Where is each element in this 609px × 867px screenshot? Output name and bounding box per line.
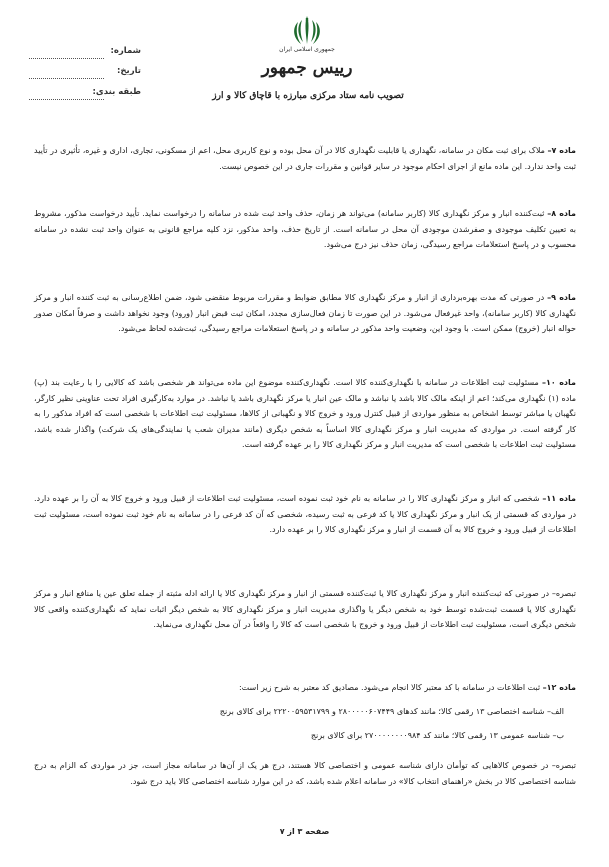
article-number: ماده ۱۱– [542, 494, 576, 503]
article-number: ماده ۱۲– [542, 683, 576, 692]
article-number: ماده ۸– [547, 209, 576, 218]
article-8 [34, 206, 576, 253]
article-12 [34, 680, 576, 696]
emblem-caption: جمهوری اسلامی ایران [279, 46, 335, 53]
note-text: تبصره– در صورتی که ثبت‌کننده انبار و مرکز نگهداری کالا یا ثبت‌کننده قسمتی از انبار و مرکز نگهداری کالا یا ارائه ادله مثبته از جمله تعلق عین یا منافع انبار و مرکز نگهداری کالا یا قسمت ثبت‌شده توسط خود به شخص دیگر یا واگذاری مدیریت انبار و مرکز نگهداری کالا به شخص دیگر اثبات نماید که نگهداری‌کننده واقعی کالا شخص دیگری است، مسئولیت ثبت اطلاعات از قبیل ورود و خروج با شخصی است که کالا را واقعاً در آن محل نگهداری می‌نماید. [34, 589, 576, 630]
field-date-line [29, 78, 104, 79]
article-text: ثبت اطلاعات در سامانه با کد معتبر کالا انجام می‌شود. مصادیق کد معتبر به شرح زیر است: [238, 683, 541, 692]
office-title: رییس جمهور [261, 58, 353, 78]
document-subtitle: تصویب نامه ستاد مرکزی مبارزه با قاچاق کالا و ارز [212, 91, 404, 101]
article-text: ثبت‌کننده انبار و مرکز نگهداری کالا (کاربر سامانه) می‌تواند هر زمان، حذف واحد ثبت شده در سامانه را درخواست نماید. تأیید درخواست مذکور، مشروط به تعیین تکلیف موجودی و صفرشدن موجودی آن محل در سامانه است. از تاریخ حذف، واحد مذکور، نزد کلیه مراجع قانونی به عنوان واحد ثبت نشده در سامانه محسوب و در پاسخ استعلامات مراجع رسیدگی، زمان حذف نیز درج می‌شود. [34, 209, 576, 250]
list-item-alef: الف– شناسه اختصاصی ۱۳ رقمی کالا؛ مانند کدهای ۲۸۰۰۰۰۰۶۰۷۴۴۹ و ۲۲۲۰۰۵۹۵۳۱۷۹۹ برای کالای برنج [219, 707, 564, 716]
field-date-label: تاریخ: [117, 66, 141, 76]
field-number-label: شماره: [110, 46, 141, 56]
article-11 [34, 491, 576, 538]
note-text: تبصره– در خصوص کالاهایی که توأمان دارای شناسه عمومی و اختصاصی کالا هستند، درج هر یک از آن‌ها در سامانه مجاز است، جز در مواردی که الزام به درج شناسه اختصاصی کالا در بخش «راهنمای انتخاب کالا» در سامانه اعلام شده باشد، که در این موارد شناسه اختصاصی کالا باید درج شود. [34, 761, 576, 786]
article-text: در صورتی که مدت بهره‌برداری از انبار و مرکز نگهداری کالا مطابق ضوابط و مقررات مربوط منقضی شود، ضمن اطلاع‌رسانی به ثبت کننده انبار و مرکز نگهداری کالا (کاربر سامانه)، واحد غیرفعال می‌شود. در این صورت تا زمان فعال‌سازی مجدد، امکان ثبت قبض انبار (ورود) وجود نخواهد داشت و صرفاً امکان صدور حواله انبار (خروج) ممکن است. با وجود این، وضعیت واحد مذکور در سامانه و در پاسخ استعلامات مراجع رسیدگی، ثبت‌شده لحاظ می‌شود. [34, 293, 576, 334]
field-classification-line [29, 99, 104, 100]
iran-emblem-icon [290, 14, 324, 48]
article-9 [34, 290, 576, 337]
article-11-note [34, 586, 576, 633]
article-number: ماده ۹– [547, 293, 576, 302]
article-text: ملاک برای ثبت مکان در سامانه، نگهداری یا قابلیت نگهداری کالا در آن محل بوده و نوع کاربری محل، اعم از مسکونی، تجاری، اداری و غیره، تأثیری در تأیید ثبت واحد ندارد. این ماده مانع از اجرای احکام موجود در سایر قوانین و مقررات جاری در این خصوص نیست. [34, 146, 576, 171]
page-number: صفحه ۳ از ۷ [279, 827, 330, 836]
article-number: ماده ۱۰– [541, 378, 576, 387]
field-classification-label: طبقه بندی: [92, 87, 141, 97]
article-number: ماده ۷– [547, 146, 577, 155]
article-7 [34, 143, 576, 174]
article-10 [34, 375, 576, 453]
article-text: مسئولیت ثبت اطلاعات در سامانه با نگهداری‌کننده کالا است. نگهداری‌کننده موضوع این ماده می‌تواند هر شخصی باشد که کالایی را با رعایت بند (پ) ماده (۱) نگهداری می‌کند؛ اعم از اینکه مالک کالا باشد یا نباشد و مالک عین انبار یا مرکز نگهداری باشد یا نباشد. در موارد به‌کارگیری افراد تحت عناوینی نظیر کارگر، نگهبان یا مباشر توسط اشخاص به منظور مواردی از قبیل کنترل ورود و خروج کالا و نگهبانی از کالاها، مسئولیت ثبت اطلاعات با شخصی است که افراد مذکور را به کار گرفته است. در مواردی که مدیریت انبار و مرکز نگهداری کالا اساساً به شخص دیگری (مانند مدیران شعب یا نمایندگی‌های یک شرکت) واگذار شده باشد، مسئولیت ثبت اطلاعات با شخصی است که مدیریت انبار و مرکز نگهداری کالا را بر عهده گرفته است. [34, 378, 576, 450]
article-text: شخصی که انبار و مرکز نگهداری کالا را در سامانه به نام خود ثبت نموده است، مسئولیت ثبت اطلاعات از قبیل ورود و خروج کالا به آن را بر عهده دارد. در مواردی که قسمتی از یک انبار و مرکز نگهداری کالا یا کد فرعی به ثبت رسیده، شخصی که آن کد فرعی را در سامانه به نام خود ثبت نموده است، مسئولیت ثبت اطلاعات از قبیل ورود و خروج کالا به آن قسمت از انبار و مرکز نگهداری کالا را بر عهده دارد. [34, 494, 576, 535]
article-12-note [34, 758, 576, 789]
field-number-line [29, 58, 104, 59]
list-item-be: ب– شناسه عمومی ۱۳ رقمی کالا؛ مانند کد ۲۷۰۰۰۰۰۰۰۰۹۸۴ برای کالای برنج [310, 731, 564, 740]
